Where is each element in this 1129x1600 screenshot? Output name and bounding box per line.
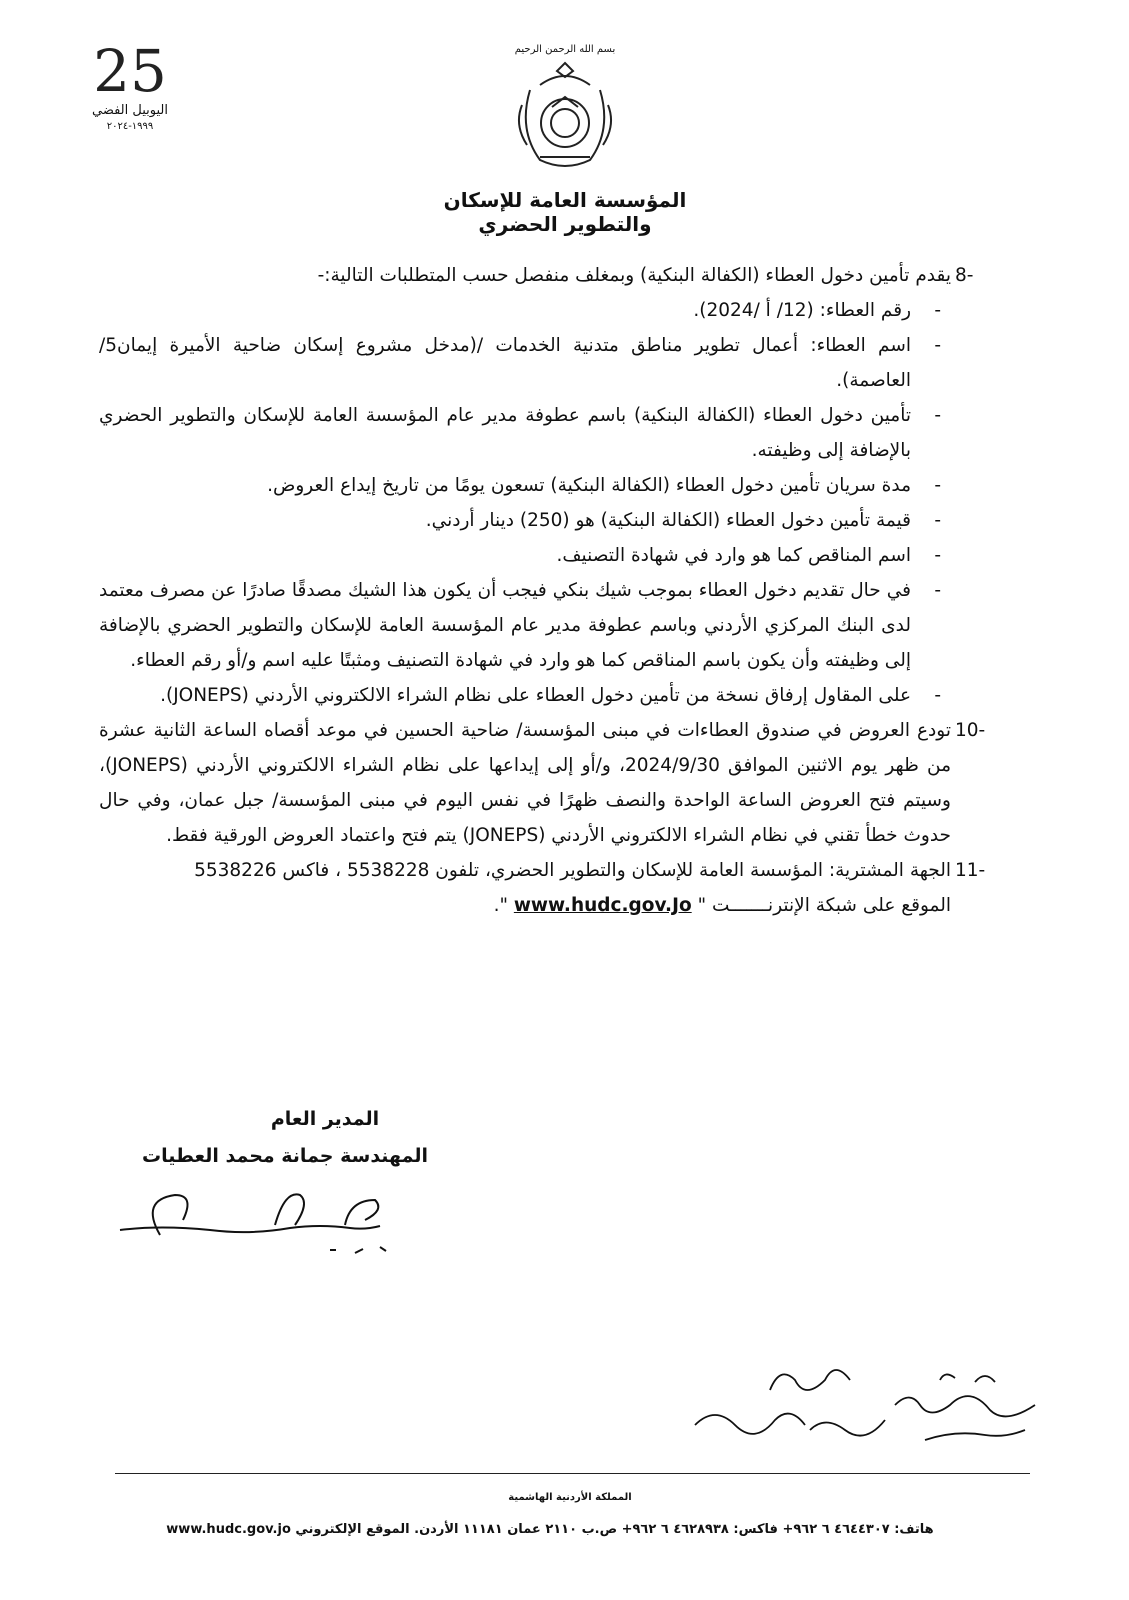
- handwritten-initials: [690, 1360, 1050, 1460]
- tender-conditions: [99, 258, 999, 923]
- basmala: بسم الله الرحمن الرحيم: [514, 44, 616, 55]
- footer-divider: [115, 1473, 1030, 1474]
- anniversary-logo-number: 25: [93, 37, 167, 105]
- list-item: - في حال تقديم دخول العطاء بموجب شيك بنكي فيجب أن يكون هذا الشيك مصدقًا صادرًا عن مصرف معتمد لدى البنك المركزي الأردني وباسم عطوفة مدير عام المؤسسة العامة للإسكان والتطوير الحضري بالإضافة إلى وظيفته وأن يكون باسم المناقص كما هو وارد في شهادة التصنيف ومثبتًا عليه اسم و/أو رقم العطاء.: [99, 573, 941, 678]
- anniversary-logo: [85, 37, 175, 210]
- item-text: تودع العروض في صندوق العطاءات في مبنى المؤسسة/ ضاحية الحسين في موعد أقصاه الساعة الثانية عشرة من ظهر يوم الاثنين الموافق 2024/9/30، و/أو إلى إيداعها على نظام الشراء الالكتروني الأردني (JONEPS)، وسيتم فتح العروض الساعة الواحدة والنصف ظهرًا في نفس اليوم في مبنى المؤسسة/ جبل عمان، وفي حال حدوث خطأ تقني في نظام الشراء الالكتروني الأردني (JONEPS) يتم فتح واعتماد العروض الورقية فقط.: [99, 720, 951, 846]
- list-item: - اسم العطاء: أعمال تطوير مناطق متدنية الخدمات /(مدخل مشروع إسكان ضاحية الأميرة إيمان5/ العاصمة).: [99, 328, 941, 398]
- footer-contact: هاتف: ٤٦٤٤٣٠٧ ٦ ٩٦٢+ فاكس: ٤٦٢٨٩٣٨ ٦ ٩٦٢+ ص.ب ٢١١٠ عمان ١١١٨١ الأردن. الموقع الإلكتروني www.hudc.gov.jo: [166, 1522, 934, 1537]
- list-item: - على المقاول إرفاق نسخة من تأمين دخول العطاء على نظام الشراء الالكتروني الأردني (JONEPS).: [99, 678, 941, 713]
- bullet-list: [99, 293, 951, 713]
- item-text: الجهة المشترية: المؤسسة العامة للإسكان والتطوير الحضري، تلفون 5538228 ، فاكس 5538226: [194, 860, 951, 881]
- list-item: - رقم العطاء: (12/ أ /2024).: [99, 293, 941, 328]
- item-number: 10-: [955, 720, 986, 741]
- signatory-name: المهندسة جمانة محمد العطيات: [142, 1145, 428, 1167]
- website-suffix: ".: [493, 895, 508, 916]
- website-line: [99, 888, 951, 923]
- handwritten-signature: [115, 1185, 415, 1265]
- list-item: - قيمة تأمين دخول العطاء (الكفالة البنكية) هو (250) دينار أردني.: [99, 503, 941, 538]
- item-number: 11-: [955, 860, 986, 881]
- organization-title: المؤسسة العامة للإسكان والتطوير الحضري: [443, 188, 687, 236]
- item-8: [99, 258, 999, 713]
- item-lead: يقدم تأمين دخول العطاء (الكفالة البنكية) وبمغلف منفصل حسب المتطلبات التالية:-: [317, 265, 951, 286]
- footer-kingdom: المملكة الأردنية الهاشمية: [508, 1492, 632, 1503]
- signatory-title: المدير العام: [270, 1108, 380, 1130]
- royal-crest-icon: [500, 45, 630, 175]
- list-item: - مدة سريان تأمين دخول العطاء (الكفالة البنكية) تسعون يومًا من تاريخ إيداع العروض.: [99, 468, 941, 503]
- anniversary-logo-text: اليوبيل الفضي: [92, 103, 168, 118]
- website-link[interactable]: www.hudc.gov.Jo: [513, 895, 692, 916]
- item-10: [99, 713, 999, 853]
- website-prefix: الموقع على شبكة الإنترنـــــــت ": [697, 895, 951, 916]
- list-item: - تأمين دخول العطاء (الكفالة البنكية) باسم عطوفة مدير عام المؤسسة العامة للإسكان والتطوير الحضري بالإضافة إلى وظيفته.: [99, 398, 941, 468]
- list-item: - اسم المناقص كما هو وارد في شهادة التصنيف.: [99, 538, 941, 573]
- item-number: 8-: [955, 265, 974, 286]
- anniversary-logo-years: ١٩٩٩-٢٠٢٤: [106, 121, 154, 132]
- item-11: [99, 853, 999, 923]
